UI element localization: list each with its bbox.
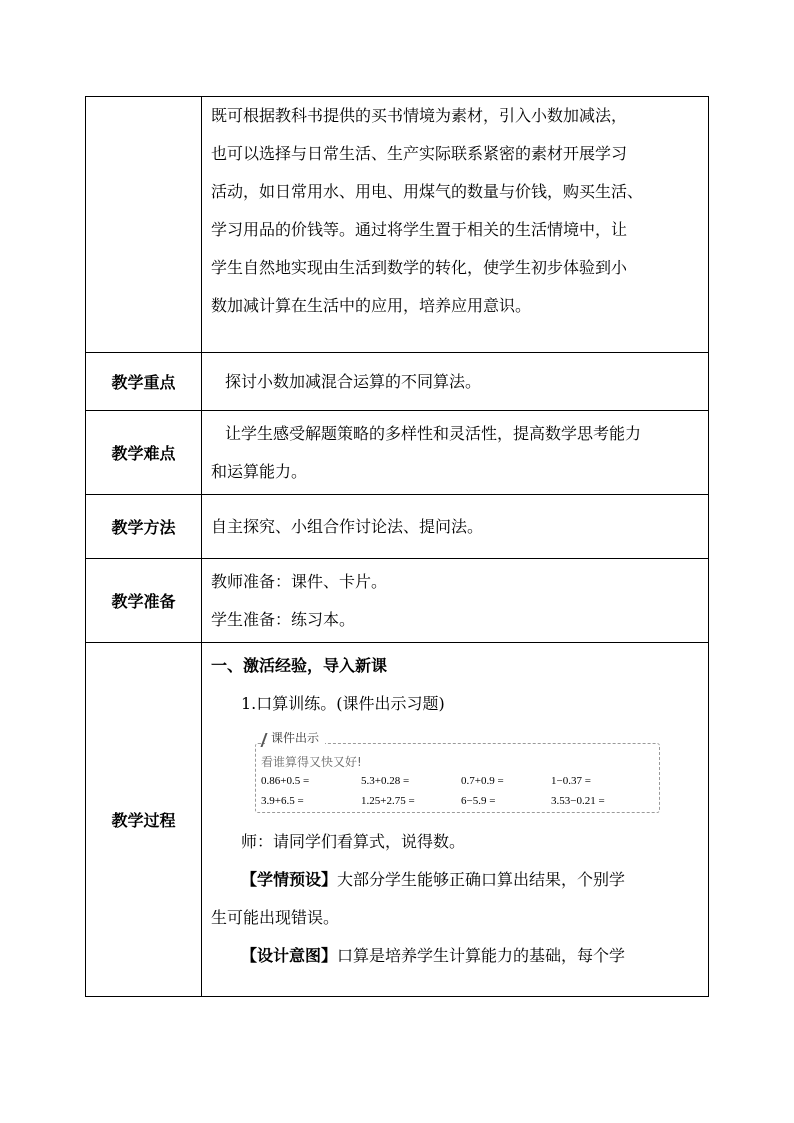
row-preparation [86,559,709,643]
exercise-item: 3.9+6.5 = [261,795,304,807]
prediction-paragraph [211,861,700,899]
lesson-plan-table [85,96,709,997]
key-points-content [202,353,709,411]
intro-line: 学习用品的价钱等。通过将学生置于相关的生活情境中，让 [211,220,628,239]
difficulties-label: 教学难点 [86,411,202,495]
row-key-points [86,353,709,411]
exercise-item: 3.53−0.21 = [551,795,605,807]
row-difficulties [86,411,709,495]
intro-line: 也可以选择与日常生活、生产实际联系紧密的素材开展学习 [211,144,628,163]
preparation-label: 教学准备 [86,559,202,643]
row-process [86,643,709,997]
prediction-label: 【学情预设】 [241,870,338,889]
preparation-content [202,559,709,643]
process-label: 教学过程 [86,643,202,997]
intro-line: 活动，如日常用水、用电、用煤气的数量与价钱，购买生活、 [211,182,644,201]
intro-content-cell [202,97,709,353]
intent-label: 【设计意图】 [241,946,338,965]
exercise-item: 0.86+0.5 = [261,775,310,787]
intent-paragraph [211,937,700,975]
exercise-item: 5.3+0.28 = [361,775,410,787]
prediction-text: 大部分学生能够正确口算出结果，个别学 [337,870,626,889]
courseware-tag [265,729,325,746]
exercise-item: 1.25+2.75 = [361,795,415,807]
process-content [202,643,709,997]
methods-label: 教学方法 [86,495,202,559]
difficulties-line: 和运算能力。 [211,461,308,481]
methods-content [202,495,709,559]
row-intro [86,97,709,353]
intro-line: 数加减计算在生活中的应用，培养应用意识。 [211,296,532,315]
exercise-item: 0.7+0.9 = [461,775,504,787]
intro-label-cell [86,97,202,353]
row-methods [86,495,709,559]
courseware-tag-text: 课件出示 [271,731,320,745]
intro-line: 学生自然地实现由生活到数学的转化，使学生初步体验到小 [211,258,628,277]
student-preparation: 学生准备：练习本。 [211,609,356,629]
prediction-continuation: 生可能出现错误。 [211,908,340,927]
exercise-item: 1−0.37 = [551,775,591,787]
methods-text: 自主探究、小组合作讨论法、提问法。 [211,516,484,536]
exercise-item: 6−5.9 = [461,795,496,807]
step-1: 1.口算训练。(课件出示习题) [241,694,445,713]
difficulties-line: 让学生感受解题策略的多样性和灵活性，提高数学思考能力 [225,423,642,443]
teacher-preparation: 教师准备：课件、卡片。 [211,571,388,591]
difficulties-content [202,411,709,495]
courseware-subtitle: 看谁算得又快又好! [261,755,362,769]
courseware-panel [255,729,660,813]
section-title: 一、激活经验，导入新课 [211,656,388,675]
intent-text: 口算是培养学生计算能力的基础，每个学 [337,946,626,965]
teacher-line: 师：请同学们看算式，说得数。 [241,832,466,851]
key-points-text: 探讨小数加减混合运算的不同算法。 [225,371,482,391]
key-points-label: 教学重点 [86,353,202,411]
intro-line: 既可根据教科书提供的买书情境为素材，引入小数加减法， [211,106,628,125]
